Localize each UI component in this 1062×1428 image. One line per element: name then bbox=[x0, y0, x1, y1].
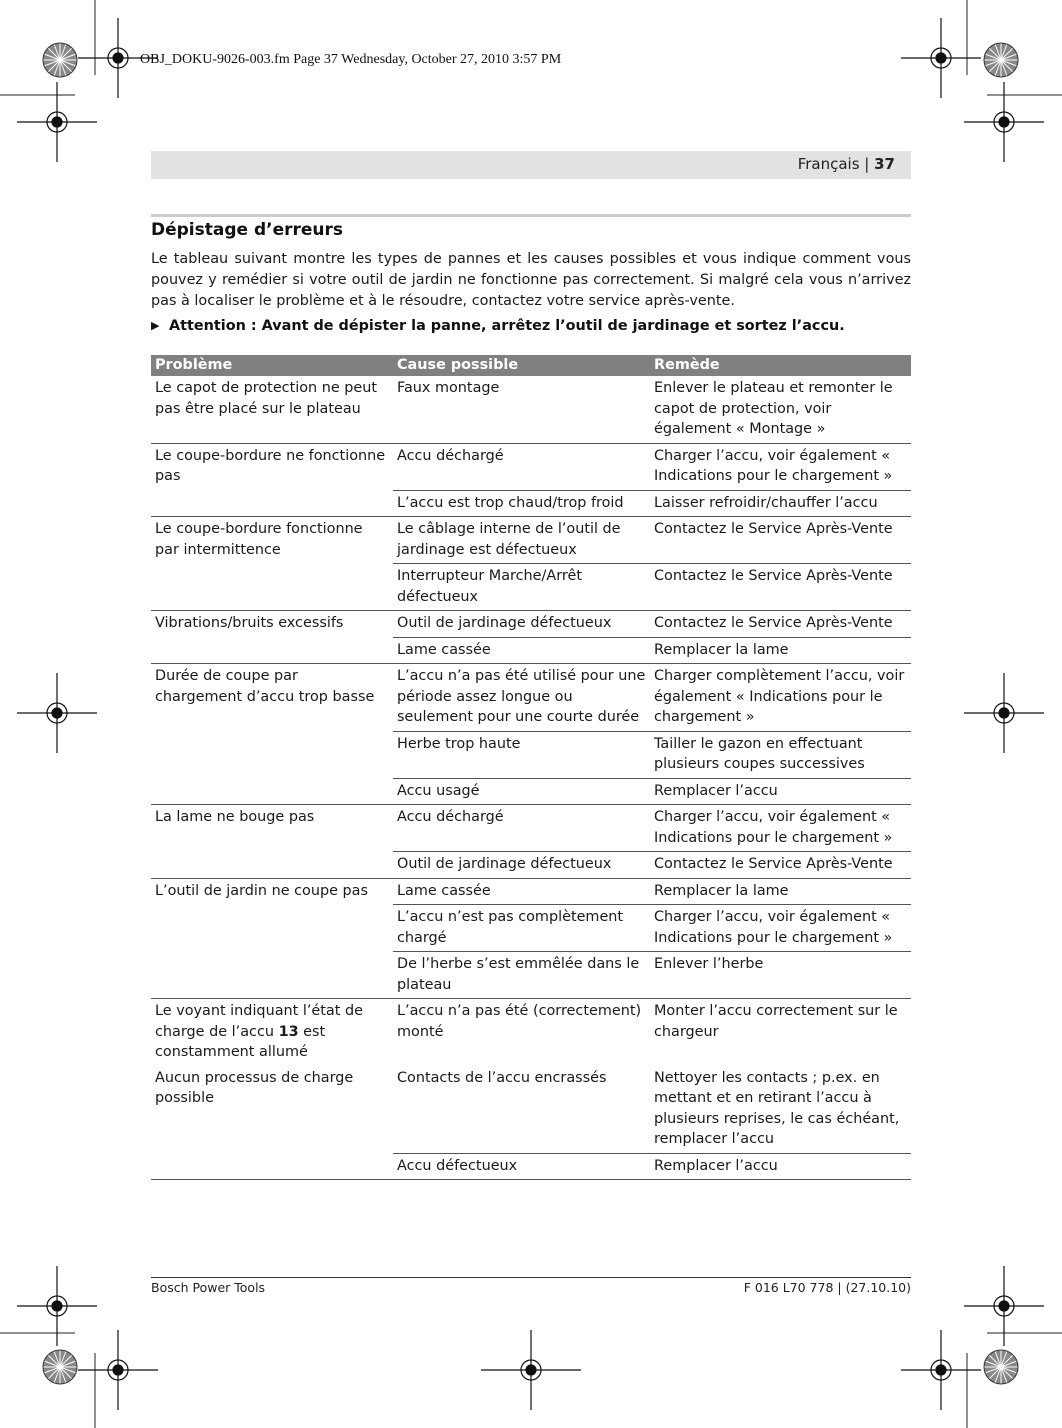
remedy-cell: Enlever le plateau et remonter le capot de protection, voir également « Montage » bbox=[650, 376, 911, 443]
problem-cell: Le capot de protection ne peut pas être placé sur le plateau bbox=[151, 376, 393, 443]
remedy-cell: Laisser refroidir/chauffer l’accu bbox=[650, 490, 911, 517]
cause-cell: De l’herbe s’est emmêlée dans le plateau bbox=[393, 952, 650, 999]
remedy-cell: Contactez le Service Après-Vente bbox=[650, 611, 911, 638]
problem-cell: L’outil de jardin ne coupe pas bbox=[151, 878, 393, 999]
footer-doc-number: F 016 L70 778 | (27.10.10) bbox=[743, 1280, 911, 1295]
cause-cell: Outil de jardinage défectueux bbox=[393, 852, 650, 879]
title-rule bbox=[151, 214, 911, 217]
table-row bbox=[151, 664, 911, 732]
remedy-cell: Contactez le Service Après-Vente bbox=[650, 852, 911, 879]
page-header-bar bbox=[151, 151, 911, 179]
section-title: Dépistage d’erreurs bbox=[151, 220, 344, 240]
column-header: Cause possible bbox=[393, 355, 650, 376]
cause-cell: Contacts de l’accu encrassés bbox=[393, 1066, 650, 1154]
remedy-cell: Remplacer la lame bbox=[650, 637, 911, 664]
remedy-cell: Charger l’accu, voir également « Indications pour le chargement » bbox=[650, 805, 911, 852]
header-language: Français | bbox=[797, 155, 870, 173]
table-row bbox=[151, 805, 911, 852]
problem-cell: La lame ne bouge pas bbox=[151, 805, 393, 879]
cause-cell: Accu déchargé bbox=[393, 443, 650, 490]
remedy-cell: Charger l’accu, voir également « Indications pour le chargement » bbox=[650, 443, 911, 490]
cause-cell: Herbe trop haute bbox=[393, 731, 650, 778]
column-header: Problème bbox=[151, 355, 393, 376]
remedy-cell: Remplacer l’accu bbox=[650, 1153, 911, 1180]
warning-text: Attention : Avant de dépister la panne, arrêtez l’outil de jardinage et sortez l’accu. bbox=[169, 318, 845, 334]
table-row bbox=[151, 443, 911, 490]
triangle-bullet-icon: ▶ bbox=[151, 319, 160, 332]
cause-cell: Interrupteur Marche/Arrêt défectueux bbox=[393, 564, 650, 611]
problem-cell: Vibrations/bruits excessifs bbox=[151, 611, 393, 664]
remedy-cell: Enlever l’herbe bbox=[650, 952, 911, 999]
cause-cell: Accu défectueux bbox=[393, 1153, 650, 1180]
problem-text: Le voyant indiquant l’état de charge de l’accu bbox=[155, 1003, 363, 1040]
cause-cell: Accu usagé bbox=[393, 778, 650, 805]
cause-cell: Lame cassée bbox=[393, 878, 650, 905]
page-number: 37 bbox=[874, 155, 895, 173]
problem-cell: Le coupe-bordure fonctionne par intermittence bbox=[151, 517, 393, 611]
remedy-cell: Contactez le Service Après-Vente bbox=[650, 517, 911, 564]
remedy-cell: Remplacer la lame bbox=[650, 878, 911, 905]
problem-cell: Durée de coupe par chargement d’accu trop basse bbox=[151, 664, 393, 805]
footer-rule bbox=[151, 1277, 911, 1278]
remedy-cell: Remplacer l’accu bbox=[650, 778, 911, 805]
problem-cell: Le coupe-bordure ne fonctionne pas bbox=[151, 443, 393, 517]
table-row bbox=[151, 376, 911, 443]
table-row bbox=[151, 611, 911, 638]
remedy-cell: Charger complètement l’accu, voir également « Indications pour le chargement » bbox=[650, 664, 911, 732]
remedy-cell: Charger l’accu, voir également « Indications pour le chargement » bbox=[650, 905, 911, 952]
cause-cell: L’accu n’a pas été (correctement) monté bbox=[397, 1003, 642, 1040]
cause-cell: Le câblage interne de l’outil de jardinage est défectueux bbox=[393, 517, 650, 564]
printer-header: OBJ_DOKU-9026-003.fm Page 37 Wednesday, October 27, 2010 3:57 PM bbox=[140, 52, 562, 67]
remedy-cell: Nettoyer les contacts ; p.ex. en mettant et en retirant l’accu à plusieurs reprises, le cas échéant, remplacer l’accu bbox=[650, 1066, 911, 1154]
table-row bbox=[151, 1066, 911, 1154]
page-header bbox=[798, 155, 895, 173]
warning-note bbox=[151, 318, 911, 334]
table-header-row bbox=[151, 355, 911, 376]
remedy-cell: Contactez le Service Après-Vente bbox=[650, 564, 911, 611]
table-row bbox=[151, 878, 911, 905]
problem-text: est constamment allumé bbox=[155, 1023, 326, 1060]
problem-cell bbox=[151, 999, 393, 1066]
column-header: Remède bbox=[650, 355, 911, 376]
remedy-cell: Monter l’accu correctement sur le chargeur bbox=[654, 1003, 898, 1040]
cause-cell: L’accu est trop chaud/trop froid bbox=[393, 490, 650, 517]
cause-cell: Faux montage bbox=[393, 376, 650, 443]
footer-brand: Bosch Power Tools bbox=[151, 1280, 266, 1295]
table-row bbox=[151, 999, 911, 1066]
cause-cell: Accu déchargé bbox=[393, 805, 650, 852]
cause-cell: Outil de jardinage défectueux bbox=[393, 611, 650, 638]
cause-cell: L’accu n’a pas été utilisé pour une période assez longue ou seulement pour une courte durée bbox=[393, 664, 650, 732]
troubleshooting-table bbox=[151, 355, 911, 1180]
remedy-cell: Tailler le gazon en effectuant plusieurs coupes successives bbox=[650, 731, 911, 778]
problem-cell: Aucun processus de charge possible bbox=[151, 1066, 393, 1180]
table-row bbox=[151, 517, 911, 564]
cause-cell: L’accu n’est pas complètement chargé bbox=[393, 905, 650, 952]
intro-paragraph: Le tableau suivant montre les types de pannes et les causes possibles et vous indique comment vous pouvez y remédier si votre outil de jardin ne fonctionne pas correctement. Si malgré cela vous n’arrivez pas à localiser le problème et à le résoudre, contactez votre service après-vente. bbox=[151, 251, 911, 309]
indicator-number: 13 bbox=[278, 1023, 299, 1040]
cause-cell: Lame cassée bbox=[393, 637, 650, 664]
